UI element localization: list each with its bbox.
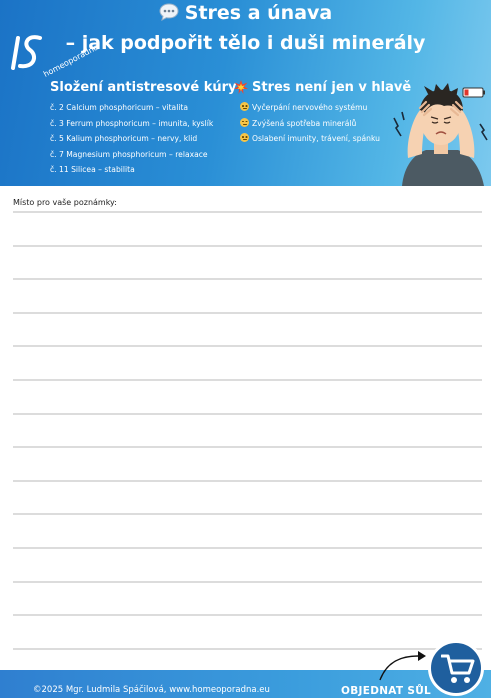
note-line	[13, 480, 482, 482]
list-item	[240, 117, 380, 133]
worried-face-icon	[240, 102, 249, 111]
note-line	[13, 345, 482, 347]
stress-list	[240, 101, 380, 148]
worried-face-icon	[240, 118, 249, 127]
list-item: č. 3 Ferrum phosphoricum – imunita, kyslík	[50, 118, 214, 128]
list-item	[240, 132, 380, 148]
collision-icon	[234, 80, 248, 98]
page-title-line1	[0, 2, 491, 26]
header-banner	[0, 0, 491, 186]
notes-label: Místo pro vaše poznámky:	[13, 198, 117, 207]
copyright-text: ©2025 Mgr. Ludmila Spáčilová, www.homeoporadna.eu	[33, 685, 270, 695]
note-line	[13, 513, 482, 515]
worried-face-icon	[240, 133, 249, 142]
list-item: č. 5 Kalium phosphoricum – nervy, klid	[50, 134, 198, 143]
note-line	[13, 379, 482, 381]
logo-text: homeoporadna	[42, 42, 100, 79]
curved-arrow-icon	[378, 646, 428, 682]
note-line	[13, 211, 482, 213]
composition-heading: Složení antistresové kúry	[50, 80, 237, 95]
order-salt-label[interactable]: OBJEDNAT SŮL	[341, 685, 432, 697]
shopping-cart-icon	[441, 653, 475, 685]
list-item: č. 2 Calcium phosphoricum – vitalita	[50, 103, 189, 112]
stress-heading-block	[234, 80, 411, 98]
note-line	[13, 245, 482, 247]
note-line	[13, 614, 482, 616]
note-line	[13, 581, 482, 583]
list-item: č. 7 Magnesium phosphoricum – relaxace	[50, 149, 208, 159]
page-subtitle: – jak podpořit tělo i duši minerály	[65, 32, 426, 54]
composition-list	[50, 101, 213, 179]
list-item: č. 11 Silicea – stabilita	[50, 165, 135, 174]
note-line	[13, 278, 482, 280]
note-line	[13, 413, 482, 415]
note-line	[13, 312, 482, 314]
stressed-person-illustration	[388, 80, 491, 186]
page-title: Stres a únava	[184, 2, 333, 24]
list-item	[240, 101, 380, 117]
speech-bubble-icon	[159, 3, 179, 26]
list-item-text: Zvýšená spotřeba minerálů	[252, 118, 357, 128]
order-cart-button[interactable]	[428, 640, 484, 696]
stress-heading: Stres není jen v hlavě	[252, 80, 412, 95]
note-line	[13, 547, 482, 549]
list-item-text: Vyčerpání nervového systému	[252, 103, 368, 112]
list-item-text: Oslabení imunity, trávení, spánku	[252, 134, 380, 143]
note-line	[13, 446, 482, 448]
